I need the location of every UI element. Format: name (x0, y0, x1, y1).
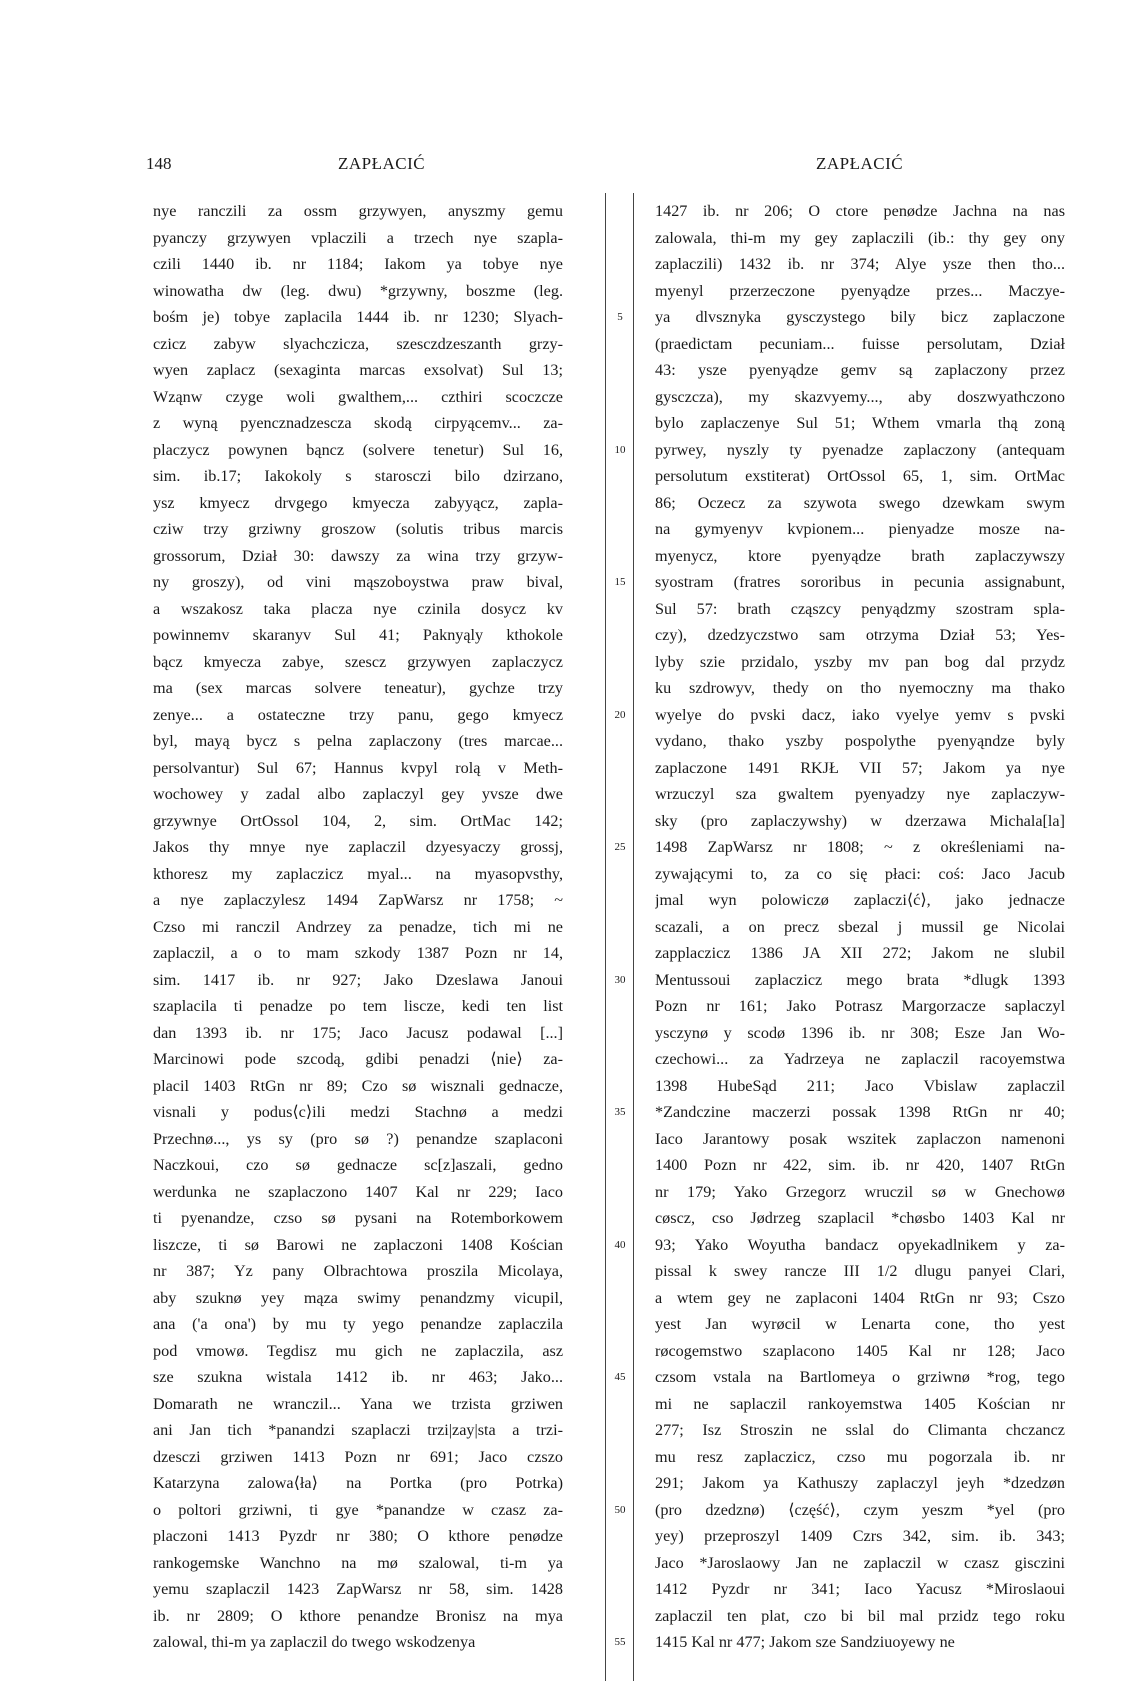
text-line: Przechnø..., ys sy (pro sø ?) penandze szaplaconi (153, 1129, 563, 1148)
text-line: z wyną pyencznadzescza skodą cirpyącemv... za- (153, 414, 563, 432)
text-line: dan 1393 ib. nr 175; Jaco Jacusz podawal [...] (153, 1023, 563, 1042)
column-divider-left (605, 193, 606, 1681)
text-line: werdunka ne szaplaczono 1407 Kal nr 229; Iaco (153, 1182, 563, 1201)
text-line: czicz zabyw slyachczicza, szesczdzeszanth grzy- (153, 334, 563, 353)
text-line: lyby szie przidalo, yszby mv pan bog dal przydz (655, 652, 1065, 671)
text-line: zaplaczone 1491 RKJŁ VII 57; Jakom ya nye (655, 758, 1065, 777)
text-line: czechowi... za Yadrzeya ne zaplaczil racoyemstwa (655, 1050, 1065, 1068)
line-number: 50 (614, 1503, 626, 1516)
text-line: placzycz powynen bąncz (solvere tenetur) Sul 16, (153, 440, 563, 459)
text-line: ti pyenandze, czso sø pysani na Rotemborkowem (153, 1209, 563, 1227)
text-line: yest Jan wyrøcil w Lenarta cone, tho yest (655, 1315, 1065, 1333)
text-line: Katarzyna zalowa⟨ła⟩ na Portka (pro Potrka) (153, 1474, 563, 1492)
text-line: rankogemske Wanchno na mø szalowal, ti-m ya (153, 1553, 563, 1572)
text-line: Naczkoui, czo sø gednacze sc[z]aszali, gedno (153, 1156, 563, 1174)
page-number: 148 (146, 154, 172, 173)
text-line: winowatha dw (leg. dwu) *grzywny, boszme (leg. (153, 281, 563, 300)
text-line: Jaco *Jaroslaowy Jan ne zaplaczil w czasz gisczini (655, 1553, 1065, 1572)
text-line: 1415 Kal nr 477; Jakom sze Sandziuoyewy ne (655, 1633, 955, 1651)
text-line: wyelye do pvski dacz, iako vyelye yemv s pvski (655, 705, 1065, 724)
text-line: mi ne saplaczil rankoyemstwa 1405 Kościan nr (655, 1394, 1065, 1413)
text-line: jmal wyn polowiczø zaplaczi⟨ć⟩, jako jednacze (655, 891, 1065, 909)
text-line: Iaco Jarantowy posak wszitek zaplaczon namenoni (655, 1129, 1065, 1148)
text-line: nr 387; Yz pany Olbrachtowa proszila Micolaya, (153, 1262, 563, 1280)
text-line: czili 1440 ib. nr 1184; Iakom ya tobye nye (153, 255, 563, 273)
text-line: myenycz, ktore pyenyądze brath zaplaczywszy (655, 546, 1065, 565)
text-line: czy), dzedzyczstwo sam otrzyma Dział 53; Yes- (655, 626, 1065, 644)
line-number: 25 (614, 841, 626, 853)
text-line: ana ('a ona') by mu ty yego penandze zaplaczila (153, 1315, 563, 1333)
text-line: aby szuknø yey mąza swimy penandzmy vicupil, (153, 1288, 563, 1307)
text-line: (praedictam pecuniam... fuisse persolutam, Dział (655, 334, 1065, 353)
column-divider-right (633, 193, 634, 1681)
text-line: Jakos thy mnye nye zaplaczil dzyesyaczy grossj, (153, 838, 563, 856)
line-number: 30 (614, 973, 626, 986)
text-line: wochowey y zadal albo zaplaczyl gey yvsze dwe (153, 785, 563, 803)
text-line: zalowala, thi-m my gey zaplaczili (ib.: thy gey ony (655, 228, 1065, 247)
text-line: ysz kmyecz drvgego kmyecza zabyyącz, zapla- (153, 493, 563, 512)
text-line: scazali, a on precz sbezal j mussil ge Nicolai (655, 917, 1065, 936)
text-line: zalowal, thi-m ya zaplaczil do twego wskodzenya (153, 1633, 476, 1651)
line-number: 35 (614, 1106, 626, 1118)
text-line: sim. 1417 ib. nr 927; Jako Dzeslawa Janoui (153, 970, 563, 989)
text-line: liszcze, ti sø Barowi ne zaplaczoni 1408 Kościan (153, 1235, 563, 1254)
text-line: røcogemstwo szaplacono 1405 Kal nr 128; Jaco (655, 1341, 1065, 1360)
text-line: na gymyenyv kvpionem... pienyadze mosze na- (655, 520, 1065, 538)
text-line: placil 1403 RtGn nr 89; Czo sø wisznali gednacze, (153, 1076, 563, 1095)
text-line: wyen zaplacz (sexaginta marcas exsolvat) Sul 13; (153, 361, 563, 379)
text-line: grossorum, Dział 30: dawszy za wina trzy grzyw- (153, 546, 563, 565)
text-line: persolvantur) Sul 67; Hannus kvpyl rolą v Meth- (153, 758, 563, 777)
text-line: kthoresz my zaplaczicz myal... na myasopvsthy, (153, 864, 563, 883)
text-line: 1400 Pozn nr 422, sim. ib. nr 420, 1407 RtGn (655, 1156, 1065, 1174)
line-number: 45 (614, 1371, 626, 1383)
text-line: mu resz zaplaczicz, czso mu pogorzala ib. nr (655, 1447, 1065, 1466)
text-line: 277; Isz Stroszin ne sslal do Climanta chczancz (655, 1421, 1065, 1439)
text-line: yemu szaplaczil 1423 ZapWarsz nr 58, sim. 1428 (153, 1580, 563, 1598)
line-number: 15 (614, 576, 626, 588)
text-line: ani Jan tich *panandzi szaplaczi trzi|zay|sta a trzi- (153, 1421, 563, 1439)
text-line: syostram (fratres sororibus in pecunia assignabunt, (655, 573, 1065, 591)
text-line: o poltori grziwni, ti gye *panandze w czasz za- (153, 1500, 563, 1519)
text-line: zenye... a ostateczne trzy panu, gego kmyecz (153, 705, 563, 724)
text-line: Marcinowi pode szcodą, gdibi penadzi ⟨nie⟩ za- (153, 1050, 563, 1068)
text-line: zapplaczicz 1386 JA XII 272; Jakom ne slubil (655, 944, 1065, 962)
text-line: pod vmowø. Tegdisz mu gich ne zaplaczila, asz (153, 1341, 563, 1360)
text-line: bylo zaplaczenye Sul 51; Wthem vmarla thą zoną (655, 414, 1065, 432)
text-line: sky (pro zaplaczywshy) w dzerzawa Michala[la] (655, 811, 1065, 830)
text-line: myenyl przerzeczone pyenyądze przes... Maczye- (655, 281, 1065, 300)
text-line: ku szdrowyv, thedy on tho nyemoczny ma thako (655, 679, 1065, 697)
text-line: Wząnw czyge woli gwalthem,... czthiri scoczcze (153, 387, 563, 406)
text-line: 93; Yako Woyutha bandacz opyekadlnikem y za- (655, 1235, 1065, 1254)
right-column-text (655, 198, 1065, 1656)
text-line: (pro dzedznø) ⟨część⟩, czym yeszm *yel (pro (655, 1500, 1065, 1519)
text-line: ma (sex marcas solvere teneatur), gychze trzy (153, 679, 563, 697)
text-line: Pozn nr 161; Jako Potrasz Margorzacze saplaczyl (655, 997, 1065, 1015)
text-line: placzoni 1413 Pyzdr nr 380; O kthore penødze (153, 1527, 563, 1545)
text-line: cøscz, cso Jødrzeg szaplacil *chøsbo 1403 Kal nr (655, 1209, 1065, 1227)
text-line: bącz kmyecza zabye, szescz grzywyen zaplaczycz (153, 652, 563, 671)
text-line: wrzuczyl sza gwaltem pyenyadzy nye zaplaczyw- (655, 785, 1065, 803)
text-line: a nye zaplaczylesz 1494 ZapWarsz nr 1758; ~ (153, 891, 563, 909)
text-line: dzesczi grziwen 1413 Pozn nr 691; Jaco czszo (153, 1447, 563, 1466)
text-line: nye ranczili za ossm grzywyen, anyszmy gemu (153, 202, 563, 220)
text-line: pyrwey, nyszly ty pyenadze zaplaczony (antequam (655, 440, 1065, 459)
text-line: ny groszy), od vini mąszoboystwa praw bival, (153, 573, 563, 591)
text-line: szaplacila ti penadze po tem liscze, kedi ten list (153, 997, 563, 1015)
text-line: zaplaczili) 1432 ib. nr 374; Alye ysze then tho... (655, 255, 1065, 273)
text-line: gysczcza), my skazvyemy..., aby doszwyathczono (655, 387, 1065, 406)
text-line: czsom vstala na Bartlomeya o grziwnø *rog, tego (655, 1368, 1065, 1386)
text-line: zaplaczil ten plat, czo bi bil mal przidz tego roku (655, 1606, 1065, 1625)
text-line: Mentussoui zaplaczicz mego brata *dlugk 1393 (655, 970, 1065, 989)
text-line: bośm je) tobye zaplacila 1444 ib. nr 1230; Slyach- (153, 308, 563, 326)
text-line: yey) przeproszyl 1409 Czrs 342, sim. ib. 343; (655, 1527, 1065, 1545)
text-line: a wszakosz taka placza nye czinila dosycz kv (153, 599, 563, 618)
text-line: 86; Oczecz za szywota swego dzewkam swym (655, 493, 1065, 512)
text-line: Sul 57: brath cząszcy penyądzmy szostram spla- (655, 599, 1065, 618)
text-line: persolutum exstiterat) OrtOssol 65, 1, sim. OrtMac (655, 467, 1065, 485)
text-line: byl, mayą bycz s pelna zaplaczony (tres marcae... (153, 732, 563, 750)
text-line: pissal k swey rancze III 1/2 dlugu panyei Clari, (655, 1262, 1065, 1280)
line-number: 55 (614, 1636, 626, 1648)
running-head-left: ZAPŁACIĆ (338, 154, 426, 173)
text-line: *Zandczine maczerzi possak 1398 RtGn nr 40; (655, 1103, 1065, 1121)
running-head-right: ZAPŁACIĆ (816, 154, 904, 173)
text-line: zaplaczil, a o to mam szkody 1387 Pozn nr 14, (153, 944, 563, 962)
text-line: cziw trzy grziwny groszow (solutis tribus marcis (153, 520, 563, 538)
text-line: 1498 ZapWarsz nr 1808; ~ z określeniami na- (655, 838, 1065, 856)
text-line: powinnemv skaranyv Sul 41; Paknyąly kthokole (153, 626, 563, 644)
text-line: pyanczy grzywyen vplaczili a trzech nye szapla- (153, 228, 563, 247)
text-line: a wtem gey ne zaplaconi 1404 RtGn nr 93; Cszo (655, 1288, 1065, 1307)
text-line: vydano, thako yszby pospolythe pyenyąndze byly (655, 732, 1065, 750)
text-line: ib. nr 2809; O kthore penandze Bronisz na mya (153, 1606, 563, 1625)
text-line: grzywnye OrtOssol 104, 2, sim. OrtMac 142; (153, 811, 563, 830)
text-line: ya dlvsznyka gysczystego bily bicz zaplaczone (655, 308, 1065, 326)
text-line: Czso mi ranczil Andrzey za penadze, tich mi ne (153, 917, 563, 936)
line-number: 5 (617, 311, 623, 323)
text-line: zywającymi to, za co się płaci: coś: Jaco Jacub (655, 864, 1065, 883)
text-line: 1398 HubeSąd 211; Jaco Vbislaw zaplaczil (655, 1076, 1065, 1095)
line-number: 20 (614, 708, 626, 721)
text-line: Domarath ne wranczil... Yana we trzista grziwen (153, 1394, 563, 1413)
text-line: nr 179; Yako Grzegorz wruczil sø w Gnechowø (655, 1182, 1065, 1201)
text-line: 291; Jakom ya Kathuszy zaplaczyl jeyh *dzedzøn (655, 1474, 1065, 1492)
text-line: sze szukna wistala 1412 ib. nr 463; Jako... (153, 1368, 563, 1386)
text-line: 1412 Pyzdr nr 341; Iaco Yacusz *Miroslaoui (655, 1580, 1065, 1598)
text-line: sim. ib.17; Iakokoly s starosczi bilo dzirzano, (153, 467, 563, 485)
text-line: 1427 ib. nr 206; O ctore penødze Jachna na nas (655, 202, 1065, 220)
text-line: visnali y podus⟨c⟩ili medzi Stachnø a medzi (153, 1103, 563, 1121)
text-line: 43: ysze pyenyądze gemv są zaplaczony przez (655, 361, 1065, 379)
text-line: ysczynø y scodø 1396 ib. nr 308; Esze Jan Wo- (655, 1023, 1065, 1042)
line-number: 40 (614, 1238, 626, 1251)
line-number: 10 (614, 443, 626, 456)
left-column-text (153, 198, 563, 1656)
